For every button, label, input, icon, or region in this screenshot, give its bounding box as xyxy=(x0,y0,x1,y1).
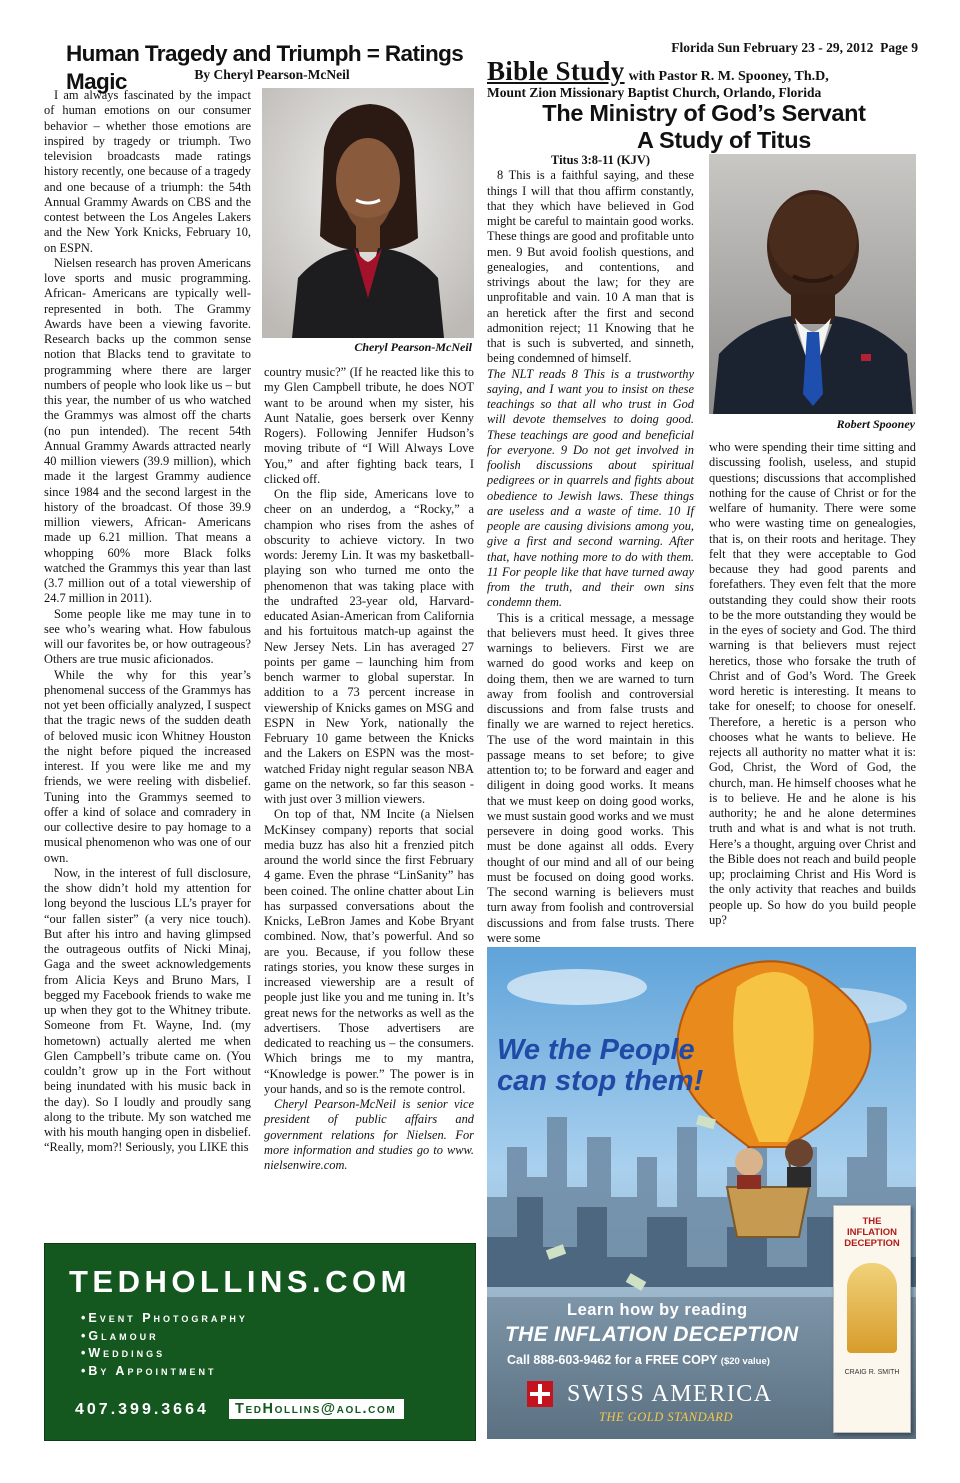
left-paragraph: Nielsen research has proven Americans love sports and music programming. African- Americans are typically well-represented in both. The Grammy Awards have been a viewing favorite. Research backs up the common sense notion that Blacks tend to gravitate to programming where there are larger numbers of people who look like us – but this year, the number of us who watched the Grammys was almost off the charts (no pun intended). The recent 54th Annual Grammy Awards attracted nearly 40 million viewers (39.9 million), which made it the largest Grammy audience since 1984 and the second largest in the history of the broadcast. Of those 39.9 million viewers, African- Americans made up 6.21 million. That means a whopping 60% more Black folks watched the Grammys this year than last (3.7 million out of a total viewership of 24.7 million in 2011). xyxy=(44,255,251,606)
ted-hollins-title: TEDHOLLINS.COM xyxy=(69,1264,411,1299)
ad-book-title: THE INFLATION DECEPTION xyxy=(505,1323,799,1346)
nlt-passage: The NLT reads 8 This is a trustworthy saying, and I want you to insist on these teachings so that all who trust in God will devote themselves to doing good. These teachings are good and beneficial for everyone. 9 Do not get involved in foolish discussions about spiritual pedigrees or in quarrels and fights about obedience to Jewish laws. These things are useless and a waste of time. 10 If people are causing divisions among you, give a first and second warning. After that, have nothing more to do with them. 11 For people like that have turned away from the truth, and their own sins condemn them. xyxy=(487,366,694,610)
ad-headline-line-1: We the People xyxy=(497,1034,695,1066)
ted-hollins-phone[interactable]: 407.399.3664 xyxy=(75,1401,209,1418)
service-item: •Glamour xyxy=(81,1328,159,1343)
author-bio: Cheryl Pearson-McNeil is senior vice president of public affairs and government relations for Nielsen. For more information and studies go to www. nielsenwire.com. xyxy=(264,1097,474,1172)
author-photo-caption: Cheryl Pearson-McNeil xyxy=(354,340,472,354)
left-column-1 xyxy=(44,88,251,1156)
author-portrait-illustration xyxy=(262,88,474,338)
kjv-passage: 8 This is a faithful saying, and these things I will that thou affirm constantly, that they which have believed in God might be careful to maintain good works. These things are good and profitable unto men. 9 But avoid foolish questions, and genealogies, and contentions, and strivings about the law; for they are unprofitable and vain. 10 A man that is an heretick after the first and second admonition reject; 11 Knowing that he that is such is subverted, and sinneth, being condemned of himself. xyxy=(487,168,694,366)
swiss-america-ad[interactable] xyxy=(487,947,916,1439)
ad-price-text: ($20 value) xyxy=(720,1356,770,1367)
left-paragraph: Now, in the interest of full disclosure, the show didn’t hold my attention for long beyond the luscious LL’s prayer for “our fallen sister” (a very nice touch). But after his intro and having glimpsed the outrageous outfits of Nicki Minaj, Gaga and the sweet acknowledgements from Alicia Keys and Bruno Mars, I begged my Facebook friends to wake me up when they got to the Whitney tribute. Someone from Ft. Wayne, Ind. (my hometown) actually alerted me when Glen Campbell’s tribute came on. (You couldn’t grow up in the Fort without being inundated with his music back in the day). So I loudly and proudly sang along to the tribute. My son watched me with his mouth hanging open in disbelief. “Really, mom?! Seriously, you LIKE this xyxy=(44,865,251,1155)
bible-study-label: Bible Study xyxy=(487,56,625,86)
ted-hollins-ad[interactable] xyxy=(44,1243,476,1441)
left-column-2 xyxy=(264,365,474,1173)
verse-reference: Titus 3:8-11 (KJV) xyxy=(551,153,650,167)
page-masthead: Florida Sun February 23 - 29, 2012 Page 9 xyxy=(671,40,918,55)
pastor-portrait-illustration xyxy=(709,154,916,414)
pastor-photo xyxy=(709,154,916,414)
ad-learn-text: Learn how by reading xyxy=(567,1301,748,1319)
ted-hollins-email[interactable]: TedHollins@aol.com xyxy=(229,1399,404,1419)
pastor-name: with Pastor R. M. Spooney, Th.D, xyxy=(628,69,829,84)
ted-hollins-services xyxy=(81,1310,248,1380)
book-cover xyxy=(833,1205,911,1433)
right-paragraph: who were spending their time sitting and discussing foolish, useless, and stupid questions; discussions that accomplished nothing for the cause of Christ or for the welfare of humanity. There were some who were wasting time on genealogies, that is, on their roots and heritage. They felt that they were acceptable to God because they had good parents and forefathers. They even felt that the more outstanding they could show their roots to be the more outstanding they would be in the eyes of society and God. The third warning is that believers must reject heretics, those who forsake the truth of Christ and of God’s Word. The Greek word heretic is interesting. It means to take for oneself; to choose for oneself. Therefore, a heretic is a person who chooses what he wants to believe. He rejects all authority no matter what it is: God, Christ, the Word of God, the church, man. He himself chooses what he is to believe. He and he alone is his authority; he and he alone determines truth and what is and what is not truth. Here’s a thought, arguing over Christ and the Bible does not reach and build people up; proclaiming Christ and His Word is the only activity that reaches and builds people up. So how do you build people up? xyxy=(709,440,916,927)
ad-call-text[interactable]: Call 888-603-9462 for a FREE COPY xyxy=(507,1353,718,1367)
left-paragraph: On the flip side, Americans love to cheer on an underdog, a “Rocky,” a champion who rises from the ashes of obscurity to achieve victory. In two words: Jeremy Lin. It was my basketball-playing son who turned me onto the phenomenon that was taking place with the undrafted 23-year old, Harvard-educated Asian-American from California and his fortuitous match-up against the New Jersey Nets. Lin has averaged 27 points per game – launching him from bench warmer to global superstar. In addition to a 73 percent increase in viewership of Knicks games on MSG and ESPN in New York, nationally the February 10 game between the Knicks and the Lakers on ESPN was the most-watched Friday night regular season NBA game on the network, so far this season - with just over 3 million viewers. xyxy=(264,487,474,806)
left-paragraph: country music?” (If he reacted like this to my Glen Campbell tribute, he does NOT want to be around when my sister, his Aunt Natalie, goes berserk over Kenny Rogers). Following Jennifer Hudson’s moving tribute of “I Will Always Love You,” and after fighting back tears, I clicked off. xyxy=(264,365,474,486)
swiss-america-logo xyxy=(527,1381,553,1407)
ad-tagline: THE GOLD STANDARD xyxy=(599,1410,733,1424)
left-paragraph: While the why for this year’s phenomenal success of the Grammys has not yet been officially analyzed, I suspect that the tragic news of the sudden death of beloved music icon Whitney Houston the night before piqued the increased interest. If you were like me and my friends, we were reeling with disbelief. Tuning into the Grammys seemed to offer a kind of solace and comradery in our collective desire to pay homage to a musical phenomenon who was one of our own. xyxy=(44,667,251,865)
book-cover-title: THE INFLATION DECEPTION xyxy=(844,1216,900,1249)
right-paragraph: This is a critical message, a message that believers must heed. It gives three warnings to believers. First we are warned do good works and keep on doing them, then we are warned to turn away from foolish and controversial discussions and from false trusts and finally we are warned to reject heretics. The use of the word maintain in this passage means to set before; to give attention to; to be forward and eager and diligent in doing good works. It means that we must keep on doing good works, we must sustain good works and we must persevere in doing good works. This must be done against all odds. Every thought of our mind and all of our being must be focused on doing good works. The second warning is believers must turn away from foolish and controversial discussions and from false trusts. There were some xyxy=(487,610,694,945)
author-photo xyxy=(262,88,474,338)
right-headline-line-1: The Ministry of God’s Servant xyxy=(542,100,866,126)
ted-hollins-contact xyxy=(45,1397,475,1425)
bible-study-kicker xyxy=(487,56,917,87)
left-headline: Human Tragedy and Triumph = Ratings Magic xyxy=(66,41,464,94)
left-paragraph: On top of that, NM Incite (a Nielsen McKinsey company) reports that social media buzz has also hit a frenzied pitch around the world since the first February 4 game. Even the phrase “LinSanity” has been coined. The online chatter about Lin has surpassed conversations about the Knicks, LeBron James and Kobe Bryant combined. Now, that’s powerful. And so are you. Because, if you follow these ratings stories, you know these surges in increased viewership are a result of people just like you and me tuning in. It’s great news for the networks as well as the advertisers. Those advertisers are dedicated to reaching us – the consumers. Which brings me to my mantra, “Knowledge is power.” The power is in your hands, and so is the remote control. xyxy=(264,807,474,1096)
ad-headline-line-2: can stop them! xyxy=(497,1065,704,1097)
right-column-2 xyxy=(709,440,916,928)
left-paragraph: Some people like me may tune in to see who’s wearing what. How fabulous will our favorites be, or how outrageous? Others are true music aficionados. xyxy=(44,606,251,667)
right-headline-line-2: A Study of Titus xyxy=(636,127,812,153)
service-item: •Weddings xyxy=(81,1346,166,1360)
book-cover-image xyxy=(847,1263,897,1353)
ad-call-line xyxy=(507,1353,770,1367)
service-item: •Event Photography xyxy=(81,1311,248,1325)
left-paragraph: I am always fascinated by the impact of human emotions on our consumer behavior – whether those emotions are inspired by tragedy or triumph. Two television broadcasts made ratings history recently, one because of a tragedy and one because of a triumph: the 54th Annual Grammy Awards on CBS and the contest between the Los Angeles Lakers and the New York Knicks, February 10, on ESPN. xyxy=(44,88,251,255)
ad-headline xyxy=(497,1035,703,1097)
right-headline xyxy=(487,100,907,154)
pastor-photo-caption: Robert Spooney xyxy=(836,417,915,431)
church-line: Mount Zion Missionary Baptist Church, Orlando, Florida xyxy=(487,85,822,100)
book-cover-author: CRAIG R. SMITH xyxy=(844,1369,900,1376)
ad-bottom-band xyxy=(487,1216,916,1439)
left-byline: By Cheryl Pearson-McNeil xyxy=(194,67,350,82)
ad-brand: SWISS AMERICA xyxy=(567,1381,773,1407)
swiss-cross-bar xyxy=(530,1392,550,1396)
service-item: •By Appointment xyxy=(81,1363,217,1378)
right-column-1 xyxy=(487,153,694,946)
